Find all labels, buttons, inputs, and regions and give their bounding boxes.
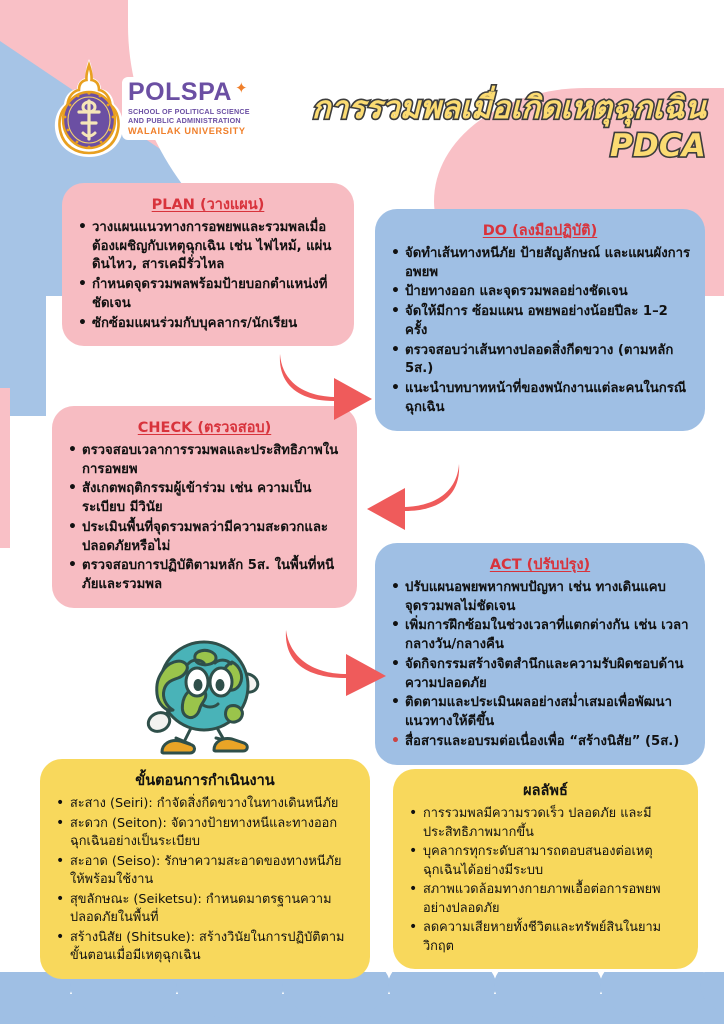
list-item: • ลดความเสียหายทั้งชีวิตและทรัพย์สินในยามวิกฤต [407, 919, 684, 956]
card-act-list [389, 579, 691, 752]
card-steps [40, 759, 370, 979]
page-title [206, 90, 706, 166]
list-item: • สะดวก (Seiton): จัดวางป้ายทางหนีและทางออกฉุกเฉินอย่างเป็นระเบียบ [54, 815, 356, 852]
list-item: • ตรวจสอบเวลาการรวมพลและประสิทธิภาพในการอพยพ [66, 442, 343, 479]
list-item: • สภาพแวดล้อมทางกายภาพเอื้อต่อการอพยพอย่างปลอดภัย [407, 881, 684, 918]
list-item: • สุขลักษณะ (Seiketsu): กำหนดมาตรฐานความปลอดภัยในพื้นที่ [54, 891, 356, 928]
list-item: • สื่อสารและอบรมต่อเนื่องเพื่อ “สร้างนิสัย” (5ส.) [389, 733, 691, 752]
card-result-list [407, 805, 684, 956]
list-item: • จัดกิจกรรมสร้างจิตสำนึกและความรับผิดชอบด้านความปลอดภัย [389, 656, 691, 693]
list-item: • ตรวจสอบการปฏิบัติตามหลัก 5ส. ในพื้นที่หนีภัยและรวมพล [66, 557, 343, 594]
background-scalloped-wave [0, 972, 724, 1024]
list-item: • วางแผนแนวทางการอพยพและรวมพลเมื่อต้องเผชิญกับเหตุฉุกเฉิน เช่น ไฟไหม้, แผ่นดินไหว, สารเคมีรั่วไหล [76, 219, 340, 275]
list-item: • การรวมพลมีความรวดเร็ว ปลอดภัย และมีประสิทธิภาพมากขึ้น [407, 805, 684, 842]
polspa-subtitle-line2: AND PUBLIC ADMINISTRATION [128, 115, 241, 125]
list-item: • ปรับแผนอพยพหากพบปัญหา เช่น ทางเดินแคบ จุดรวมพลไม่ชัดเจน [389, 579, 691, 616]
card-steps-heading: ขั้นตอนการกำเนินงาน [135, 773, 275, 789]
list-item: • สะอาด (Seiso): รักษาความสะอาดของทางหนีภัยให้พร้อมใช้งาน [54, 853, 356, 890]
list-item: • บุคลากรทุกระดับสามารถตอบสนองต่อเหตุฉุกเฉินได้อย่างมีระบบ [407, 843, 684, 880]
page-title-line1: การรวมพลเมื่อเกิดเหตุฉุกเฉิน [311, 90, 706, 126]
card-act [375, 543, 705, 765]
card-act-heading: ACT (ปรับปรุง) [489, 557, 591, 573]
list-item: • ติดตามและประเมินผลอย่างสม่ำเสมอเพื่อพัฒนาแนวทางให้ดีขึ้น [389, 694, 691, 731]
sparkle-icon: ✦ [234, 79, 249, 97]
page-title-line2: PDCA [610, 127, 706, 164]
polspa-brand-name: POLSPA [128, 77, 232, 106]
list-item: • สะสาง (Seiri): กำจัดสิ่งกีดขวางในทางเดินหนีภัย [54, 795, 356, 814]
card-steps-list [54, 795, 356, 966]
list-item: • กำหนดจุดรวมพลพร้อมป้ายบอกตำแหน่งที่ชัดเจน [76, 276, 340, 313]
background-pink-left-strip [0, 388, 10, 548]
card-plan-heading: PLAN (วางแผน) [151, 197, 265, 213]
walking-earth-mascot-icon [140, 638, 266, 765]
card-check-list [66, 442, 343, 595]
list-item: • แนะนำบทบาทหน้าที่ของพนักงานแต่ละคนในกรณีฉุกเฉิน [389, 380, 691, 417]
card-plan-list [76, 219, 340, 333]
card-check-heading: CHECK (ตรวจสอบ) [137, 420, 272, 436]
card-check [52, 406, 357, 608]
list-item: • เพิ่มการฝึกซ้อมในช่วงเวลาที่แตกต่างกัน เช่น เวลากลางวัน/กลางคืน [389, 617, 691, 654]
list-item: • จัดให้มีการ ซ้อมแผน อพยพอย่างน้อยปีละ 1–2 ครั้ง [389, 303, 691, 340]
card-result [393, 769, 698, 969]
list-item: • สังเกตพฤติกรรมผู้เข้าร่วม เช่น ความเป็นระเบียบ มีวินัย [66, 480, 343, 517]
polspa-subtitle-line1: SCHOOL OF POLITICAL SCIENCE [128, 106, 250, 116]
curved-arrow-right-icon [272, 352, 376, 427]
list-item: • จัดทำเส้นทางหนีภัย ป้ายสัญลักษณ์ และแผนผังการอพยพ [389, 245, 691, 282]
list-item: • ตรวจสอบว่าเส้นทางปลอดสิ่งกีดขวาง (ตามหลัก 5ส.) [389, 342, 691, 379]
list-item: • ป้ายทางออก และจุดรวมพลอย่างชัดเจน [389, 283, 691, 302]
list-item: • สร้างนิสัย (Shitsuke): สร้างวินัยในการปฏิบัติตามขั้นตอนเมื่อมีเหตุฉุกเฉิน [54, 929, 356, 966]
list-item: • ประเมินพื้นที่จุดรวมพลว่ามีความสะดวกและปลอดภัยหรือไม่ [66, 519, 343, 556]
curved-arrow-right-icon [282, 626, 390, 703]
card-do [375, 209, 705, 431]
walailak-university-crest-icon [52, 57, 126, 159]
card-plan [62, 183, 354, 346]
card-do-list [389, 245, 691, 418]
polspa-university-name: WALAILAK UNIVERSITY [128, 125, 246, 136]
card-result-heading: ผลลัพธ์ [523, 783, 568, 799]
poster-header [0, 0, 724, 180]
card-do-heading: DO (ลงมือปฏิบัติ) [482, 223, 598, 239]
list-item: • ซักซ้อมแผนร่วมกับบุคลากร/นักเรียน [76, 315, 340, 334]
curved-arrow-left-icon [363, 462, 467, 537]
